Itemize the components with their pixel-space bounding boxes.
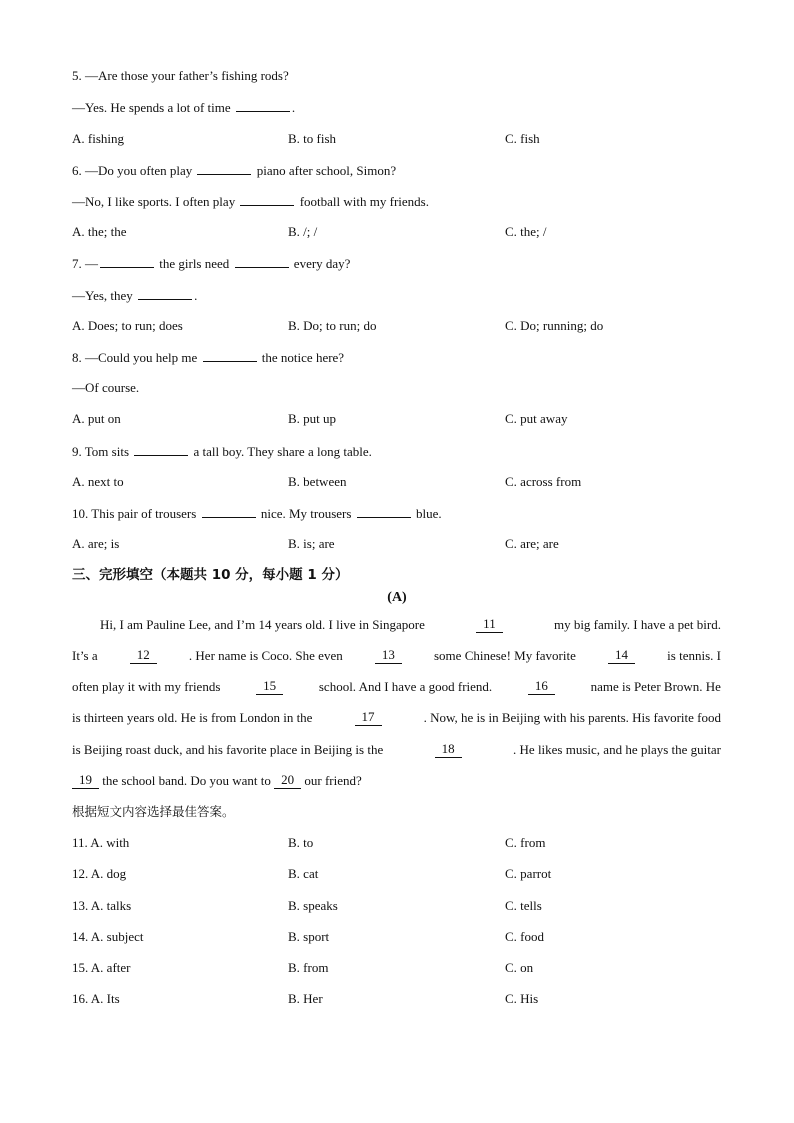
question-10-option-a: A. are; is: [72, 536, 120, 551]
answer-blank: [235, 255, 289, 268]
choice-14-b: B. sport: [288, 929, 330, 944]
answer-blank: [100, 255, 154, 268]
answer-blank: [236, 99, 290, 112]
cloze-blank-11: 11: [476, 617, 503, 633]
question-8-option-b: B. put up: [288, 411, 337, 426]
question-5-stem: 5. —Are those your father’s fishing rods?: [72, 68, 289, 83]
cloze-blank-15: 15: [256, 679, 283, 695]
question-6-option-a: A. the; the: [72, 224, 127, 239]
cloze-blank-20: 20: [274, 773, 301, 789]
choice-15-b: B. from: [288, 960, 329, 975]
question-6-stem: 6. —Do you often play piano after school, Simon?: [72, 163, 397, 178]
choice-11-c: C. from: [505, 835, 546, 850]
section-3-title: 三、完形填空（本题共 10 分，每小题 1 分）: [72, 567, 349, 583]
question-7-option-c: C. Do; running; do: [505, 318, 604, 333]
question-5-option-c: C. fish: [505, 131, 540, 146]
question-7-stem: 7. — the girls need every day?: [72, 256, 351, 271]
answer-blank: [203, 349, 257, 362]
choice-16-b: B. Her: [288, 991, 323, 1006]
cloze-blank-14: 14: [608, 648, 635, 664]
passage-line-2: It’s a 12 . Her name is Coco. She even 13 some Chinese! My favorite 14 is tennis. I: [72, 647, 721, 663]
question-6-option-c: C. the; /: [505, 224, 547, 239]
question-10-option-c: C. are; are: [505, 536, 559, 551]
question-5-option-b: B. to fish: [288, 131, 337, 146]
question-8-option-c: C. put away: [505, 411, 568, 426]
answer-blank: [134, 443, 188, 456]
cloze-blank-16: 16: [528, 679, 555, 695]
question-6-option-b: B. /; /: [288, 224, 318, 239]
question-7-option-b: B. Do; to run; do: [288, 318, 377, 333]
question-10-stem: 10. This pair of trousers nice. My trousers blue.: [72, 506, 442, 521]
question-9-option-b: B. between: [288, 474, 347, 489]
cloze-blank-13: 13: [375, 648, 402, 664]
question-7-reply: —Yes, they .: [72, 288, 198, 303]
choice-15-c: C. on: [505, 960, 534, 975]
choice-15-a: 15. A. after: [72, 960, 131, 975]
question-9-option-c: C. across from: [505, 474, 582, 489]
question-8-reply: —Of course.: [72, 380, 140, 395]
cloze-blank-12: 12: [130, 648, 157, 664]
passage-line-6: 19 the school band. Do you want to 20 our friend?: [72, 773, 721, 789]
choice-14-a: 14. A. subject: [72, 929, 144, 944]
choice-13-b: B. speaks: [288, 898, 338, 913]
passage-line-5: is Beijing roast duck, and his favorite place in Beijing is the 18 . He likes music, and he plays the guitar: [72, 741, 721, 757]
passage-line-3: often play it with my friends 15 school. And I have a good friend. 16 name is Peter Brown. He: [72, 678, 721, 694]
choice-13-c: C. tells: [505, 898, 542, 913]
question-9-stem: 9. Tom sits a tall boy. They share a long table.: [72, 444, 372, 459]
question-8-stem: 8. —Could you help me the notice here?: [72, 350, 345, 365]
passage-subheading: (A): [387, 590, 407, 605]
cloze-blank-17: 17: [355, 710, 382, 726]
cloze-blank-18: 18: [435, 742, 462, 758]
cloze-blank-19: 19: [72, 773, 99, 789]
answer-blank: [357, 505, 411, 518]
answer-blank: [197, 162, 251, 175]
choice-11-a: 11. A. with: [72, 835, 130, 850]
question-5-option-a: A. fishing: [72, 131, 124, 146]
answer-blank: [240, 193, 294, 206]
question-8-option-a: A. put on: [72, 411, 121, 426]
question-7-option-a: A. Does; to run; does: [72, 318, 183, 333]
question-5-reply: —Yes. He spends a lot of time .: [72, 100, 296, 115]
choice-12-c: C. parrot: [505, 866, 552, 881]
choice-16-c: C. His: [505, 991, 539, 1006]
passage-line-4: is thirteen years old. He is from London in the 17 . Now, he is in Beijing with his parents. His favorite food: [72, 709, 721, 725]
choice-14-c: C. food: [505, 929, 544, 944]
choice-13-a: 13. A. talks: [72, 898, 132, 913]
choice-12-a: 12. A. dog: [72, 866, 127, 881]
question-6-reply: —No, I like sports. I often play football with my friends.: [72, 194, 429, 209]
question-10-option-b: B. is; are: [288, 536, 335, 551]
choice-11-b: B. to: [288, 835, 314, 850]
passage-line-1: Hi, I am Pauline Lee, and I’m 14 years old. I live in Singapore 11 my big family. I have a pet bird.: [100, 616, 721, 632]
choose-best-answer-instruction: 根据短文内容选择最佳答案。: [72, 804, 235, 819]
choice-12-b: B. cat: [288, 866, 319, 881]
question-9-option-a: A. next to: [72, 474, 124, 489]
choice-16-a: 16. A. Its: [72, 991, 120, 1006]
answer-blank: [202, 505, 256, 518]
answer-blank: [138, 287, 192, 300]
